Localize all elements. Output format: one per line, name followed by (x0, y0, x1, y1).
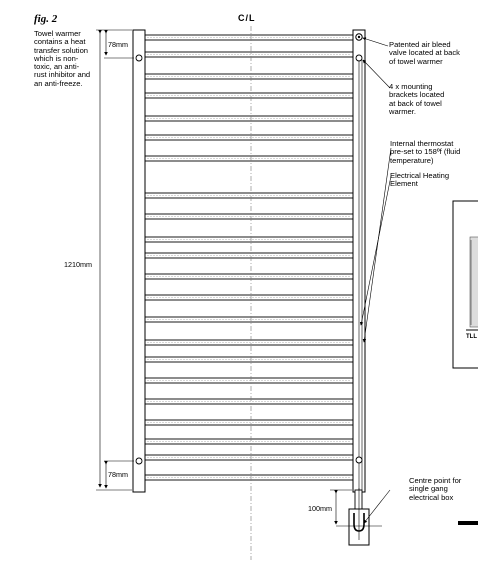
mounting-bracket-bottom-right (356, 457, 362, 463)
mounting-brackets-callout: 4 x mounting brackets located at back of towel warmer. (389, 82, 445, 116)
top-bracket-dimension: 78mm (108, 40, 128, 49)
air-bleed-valve-callout: Patented air bleed valve located at back of towel warmer (389, 40, 460, 66)
inset-label: TLL (466, 334, 477, 340)
centre-point-callout: Centre point for single gang electrical box (409, 476, 462, 502)
box-offset-dimension: 100mm (308, 504, 332, 513)
bottom-bracket-dimension: 78mm (108, 470, 128, 479)
overall-height-dimension: 1210mm (64, 260, 92, 269)
towel-rails (145, 35, 353, 480)
mounting-bracket-top-right (356, 55, 362, 61)
left-vertical-bar (133, 30, 145, 492)
heating-element-callout: Electrical Heating Element (390, 172, 450, 189)
figure-label: fig. 2 (34, 13, 58, 25)
scale-bar (458, 521, 478, 525)
mounting-bracket-bottom-left (136, 458, 142, 464)
thermostat-callout: Internal thermostat pre-set to 158ºf (fluid temperature) (390, 139, 461, 165)
centre-line-label: C/L (238, 13, 256, 23)
mounting-bracket-top-left (136, 55, 142, 61)
heat-transfer-note: Towel warmer contains a heat transfer solution which is non- toxic, an anti- rust inhibitor and an anti-freeze. (34, 29, 91, 88)
